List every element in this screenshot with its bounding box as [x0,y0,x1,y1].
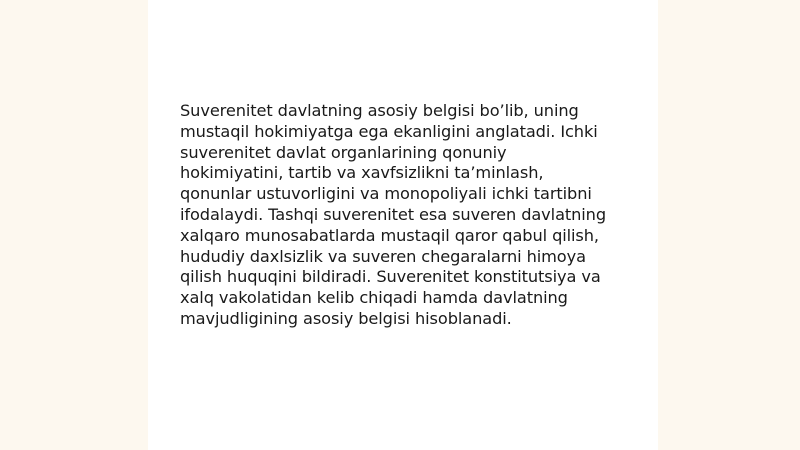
paragraph-line: ifodalaydi. Tashqi suverenitet esa suveren davlatning [180,204,607,224]
paragraph-line: xalq vakolatidan kelib chiqadi hamda davlatning [180,288,568,308]
paragraph-line: mavjudligining asosiy belgisi hisoblanadi. [180,308,512,328]
paragraph-line: qonunlar ustuvorligini va monopoliyali ichki tartibni [180,184,592,204]
paragraph-line: hududiy daxlsizlik va suveren chegaralarni himoya [180,246,586,266]
paragraph-line: Suverenitet davlatning asosiy belgisi bo’lib, uning [180,101,579,120]
body-paragraph [180,101,620,330]
paragraph-line: hokimiyatini, tartib va xavfsizlikni ta’minlash, [180,163,544,183]
paragraph-line: mustaqil hokimiyatga ega ekanligini anglatadi. Ichki [180,121,598,141]
paragraph-line: xalqaro munosabatlarda mustaqil qaror qabul qilish, [180,225,599,245]
paragraph-line: suverenitet davlat organlarining qonuniy [180,142,507,162]
paragraph-line: qilish huquqini bildiradi. Suverenitet konstitutsiya va [180,267,601,287]
document-page [148,0,658,450]
